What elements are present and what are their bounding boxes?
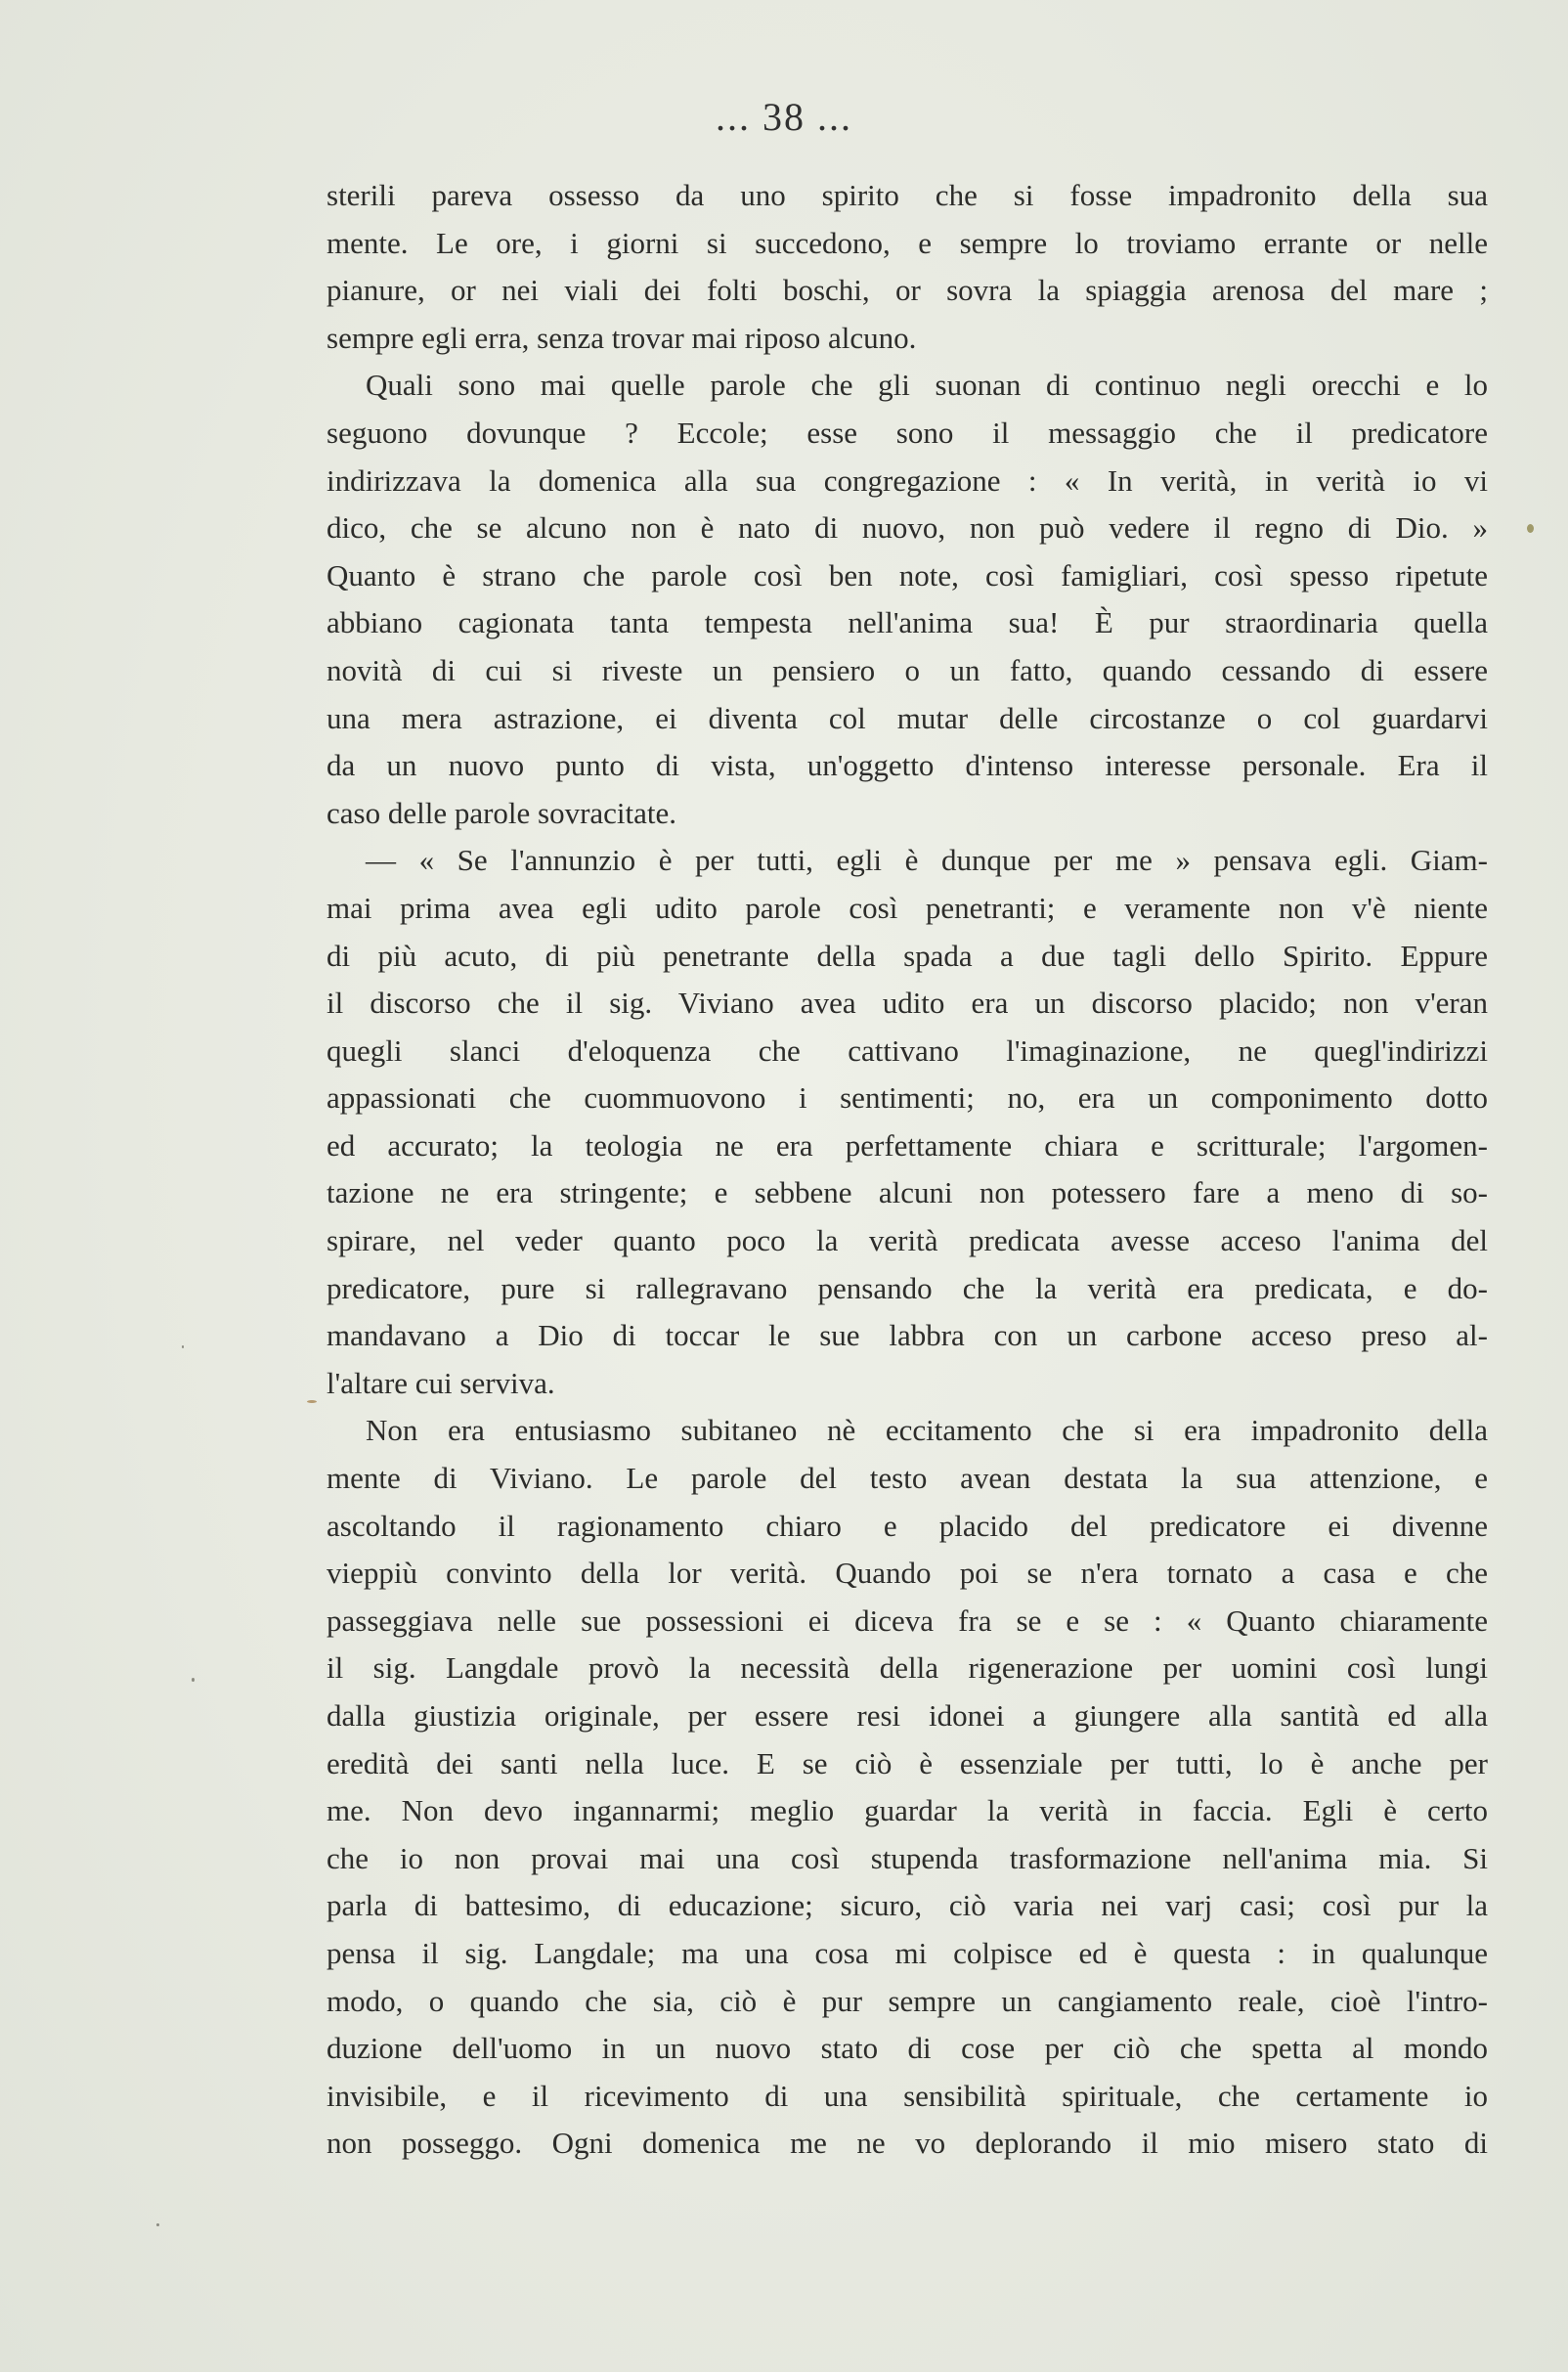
text-line: duzione dell'uomo in un nuovo stato di cose per ciò che spetta al mondo [327, 2031, 1488, 2066]
text-line: il sig. Langdale provò la necessità della rigenerazione per uomini così lungi [327, 1650, 1488, 1686]
text-line: predicatore, pure si rallegravano pensando che la verità era predicata, e do- [327, 1270, 1488, 1305]
text-line: invisibile, e il ricevimento di una sensibilità spirituale, che certamente io [327, 2078, 1488, 2113]
page-number: ... 38 ... [716, 95, 852, 139]
text-line: ed accurato; la teologia ne era perfettamente chiara e scritturale; l'argomen- [327, 1127, 1488, 1163]
text-line: non posseggo. Ogni domenica me ne vo deplorando il mio misero stato di [327, 2126, 1488, 2161]
text-line: quegli slanci d'eloquenza che cattivano l'imaginazione, ne quegl'indirizzi [327, 1032, 1488, 1068]
text-line: mandavano a Dio di toccar le sue labbra con un carbone acceso preso al- [327, 1318, 1488, 1353]
text-line: mai prima avea egli udito parole così penetranti; e veramente non v'è niente [327, 890, 1488, 925]
text-line: l'altare cui serviva. [327, 1365, 555, 1400]
text-line: abbiano cagionata tanta tempesta nell'anima sua! È pur straordinaria quella [327, 605, 1488, 640]
text-line: di più acuto, di più penetrante della spada a due tagli dello Spirito. Eppure [327, 938, 1488, 973]
text-line: pianure, or nei viali dei folti boschi, or sovra la spiaggia arenosa del mare ; [327, 273, 1488, 308]
text-line: una mera astrazione, ei diventa col mutar delle circostanze o col guardarvi [327, 700, 1488, 735]
text-line: Non era entusiasmo subitaneo nè eccitamento che si era impadronito della [366, 1413, 1488, 1448]
text-line: che io non provai mai una così stupenda trasformazione nell'anima mia. Si [327, 1840, 1488, 1875]
text-line: mente di Viviano. Le parole del testo avean destata la sua attenzione, e [327, 1461, 1488, 1496]
paper-speck [307, 1400, 317, 1403]
text-line: il discorso che il sig. Viviano avea udito era un discorso placido; non v'eran [327, 986, 1488, 1021]
text-line: seguono dovunque ? Eccole; esse sono il messaggio che il predicatore [327, 415, 1488, 450]
text-line: mente. Le ore, i giorni si succedono, e sempre lo troviamo errante or nelle [327, 225, 1488, 260]
paper-speck [192, 1678, 195, 1682]
text-line: parla di battesimo, di educazione; sicuro, ciò varia nei varj casi; così pur la [327, 1888, 1488, 1923]
text-line: eredità dei santi nella luce. E se ciò è essenziale per tutti, lo è anche per [327, 1745, 1488, 1780]
text-line: sterili pareva ossesso da uno spirito che si fosse impadronito della sua [327, 178, 1488, 212]
text-line: sempre egli erra, senza trovar mai riposo alcuno. [327, 320, 917, 355]
text-line: me. Non devo ingannarmi; meglio guardar la verità in faccia. Egli è certo [327, 1793, 1488, 1828]
text-line: spirare, nel veder quanto poco la verità predicata avesse acceso l'anima del [327, 1223, 1488, 1258]
text-line: novità di cui si riveste un pensiero o un fatto, quando cessando di essere [327, 652, 1488, 687]
text-line: dico, che se alcuno non è nato di nuovo, non può vedere il regno di Dio. » [327, 510, 1488, 546]
text-line: Quanto è strano che parole così ben note, così famigliari, così spesso ripetute [327, 557, 1488, 593]
text-line: ascoltando il ragionamento chiaro e placido del predicatore ei divenne [327, 1508, 1488, 1543]
paper-speck [156, 2223, 159, 2226]
text-line: passeggiava nelle sue possessioni ei diceva fra se e se : « Quanto chiaramente [327, 1603, 1488, 1638]
text-line: dalla giustizia originale, per essere resi idonei a giungere alla santità ed alla [327, 1698, 1488, 1733]
text-line: Quali sono mai quelle parole che gli suonan di continuo negli orecchi e lo [366, 368, 1488, 403]
body-text [327, 172, 1488, 2168]
text-line: caso delle parole sovracitate. [327, 795, 677, 830]
text-line: — « Se l'annunzio è per tutti, egli è dunque per me » pensava egli. Giam- [366, 843, 1488, 878]
text-line: indirizzava la domenica alla sua congregazione : « In verità, in verità io vi [327, 462, 1488, 498]
paper-speck [182, 1345, 184, 1348]
text-line: vieppiù convinto della lor verità. Quando poi se n'era tornato a casa e che [327, 1556, 1488, 1591]
text-line: da un nuovo punto di vista, un'oggetto d'intenso interesse personale. Era il [327, 748, 1488, 783]
paper-speck [1527, 524, 1534, 533]
text-line: appassionati che cuommuovono i sentimenti; no, era un componimento dotto [327, 1080, 1488, 1116]
text-line: modo, o quando che sia, ciò è pur sempre un cangiamento reale, cioè l'intro- [327, 1983, 1488, 2018]
text-line: tazione ne era stringente; e sebbene alcuni non potessero fare a meno di so- [327, 1175, 1488, 1210]
text-line: pensa il sig. Langdale; ma una cosa mi colpisce ed è questa : in qualunque [327, 1935, 1488, 1970]
